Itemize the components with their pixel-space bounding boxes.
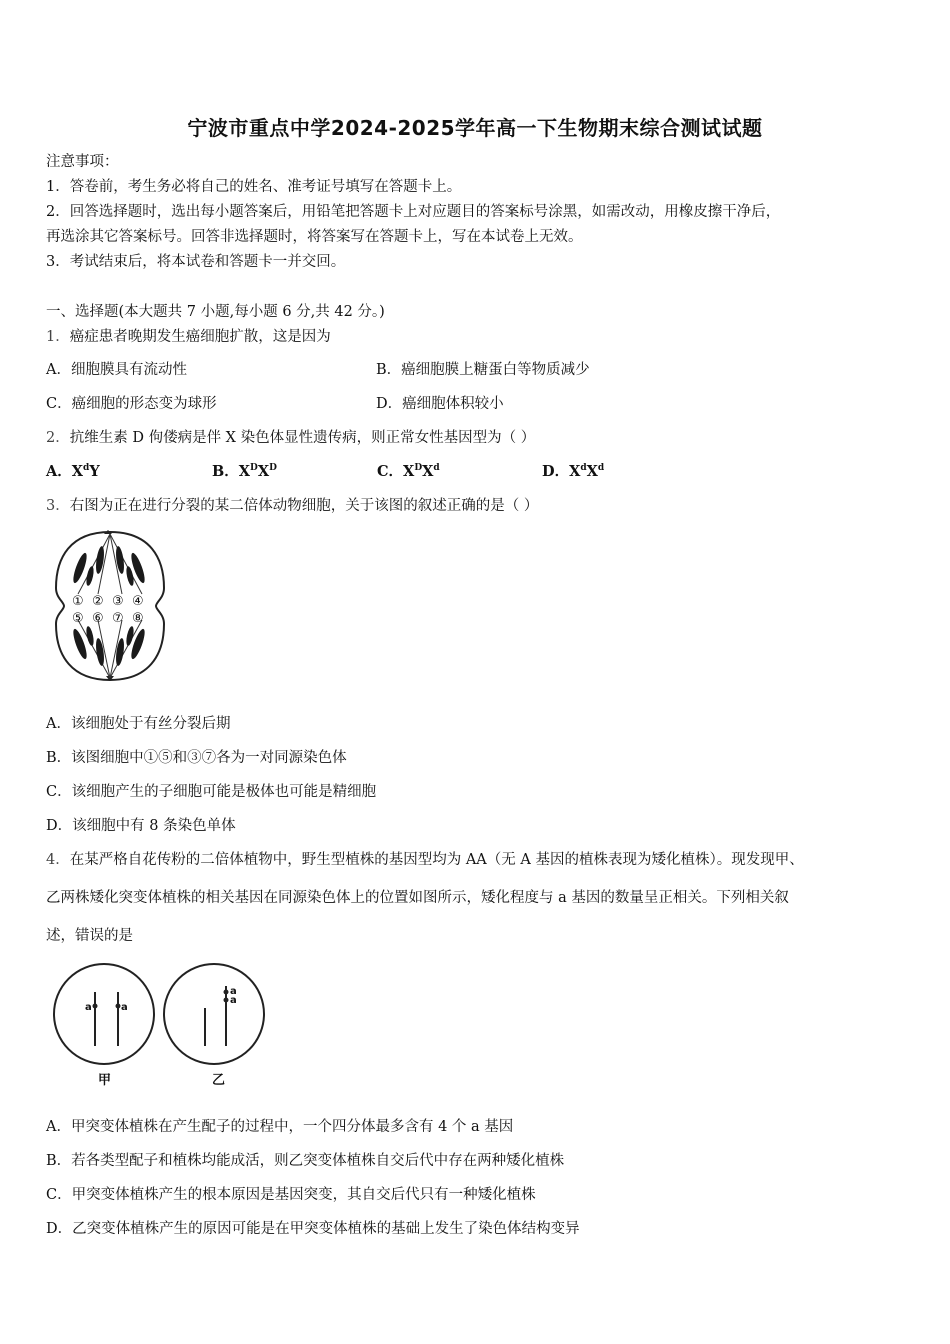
option-label: A．	[46, 463, 72, 480]
question-1-stem	[46, 327, 331, 347]
genotype-x: X	[569, 463, 581, 480]
label-3: ③	[112, 594, 124, 609]
question-text: 癌症患者晚期发生癌细胞扩散，这是因为	[69, 329, 331, 345]
question-4-stem-line-1	[46, 850, 804, 870]
cell-division-figure	[50, 528, 172, 684]
question-number: 2．	[46, 430, 70, 446]
figure-label-jia: 甲	[98, 1073, 112, 1088]
label-5: ⑤	[72, 611, 84, 626]
allele-sup: D	[414, 463, 423, 473]
question-text: 在某严格自花传粉的二倍体植物中，野生型植株的基因型均为 AA（无 A 基因的植株表现为矮化植株）。现发现甲、	[69, 852, 804, 868]
chromosome-labels	[72, 594, 144, 626]
question-3-stem	[46, 496, 538, 516]
allele-sup: D	[269, 463, 277, 473]
q4-option-c[interactable]: C．甲突变体植株产生的根本原因是基因突变，其自交后代只有一种矮化植株	[46, 1187, 536, 1203]
q4-option-d[interactable]: D．乙突变体植株产生的原因可能是在甲突变体植株的基础上发生了染色体结构变异	[46, 1221, 580, 1237]
label-7: ⑦	[112, 611, 124, 626]
notice-heading: 注意事项：	[46, 154, 119, 170]
allele-sup: D	[250, 463, 258, 473]
allele-sup: d	[597, 463, 605, 473]
q3-option-b[interactable]: B．该图细胞中①⑤和③⑦各为一对同源染色体	[46, 750, 347, 766]
notice-item-1: 1．答卷前，考生务必将自己的姓名、准考证号填写在答题卡上。	[46, 179, 462, 195]
genotype-x: X	[71, 463, 84, 480]
notice-item-2-cont: 再选涂其它答案标号。回答非选择题时，将答案写在答题卡上，写在本试卷上无效。	[46, 229, 583, 245]
q3-option-d[interactable]: D．该细胞中有 8 条染色单体	[46, 818, 236, 834]
q3-option-a[interactable]: A．该细胞处于有丝分裂后期	[46, 716, 231, 732]
figure-label-yi: 乙	[212, 1073, 226, 1088]
question-number: 4．	[46, 852, 70, 868]
mutant-chromosome-figure	[50, 962, 272, 1092]
allele-sup: d	[580, 463, 587, 473]
genotype-x: X	[403, 463, 415, 480]
q1-option-b[interactable]: B．癌细胞膜上糖蛋白等物质减少	[376, 362, 590, 378]
q3-option-c[interactable]: C．该细胞产生的子细胞可能是极体也可能是精细胞	[46, 784, 377, 800]
question-number: 3．	[46, 498, 70, 514]
q1-option-a[interactable]: A．细胞膜具有流动性	[46, 362, 187, 378]
question-4-stem-line-2: 乙两株矮化突变体植株的相关基因在同源染色体上的位置如图所示，矮化程度与 a 基因的数量呈正相关。下列相关叙	[46, 890, 789, 906]
genotype-y: Y	[89, 463, 100, 480]
question-2-stem	[46, 428, 535, 448]
notice-item-2: 2．回答选择题时，选出每小题答案后，用铅笔把答题卡上对应题目的答案标号涂黑，如需改动，用橡皮擦干净后，	[46, 204, 781, 220]
question-4-stem-line-3: 述，错误的是	[46, 928, 133, 944]
question-number: 1．	[46, 329, 70, 345]
q4-option-b[interactable]: B．若各类型配子和植株均能成活，则乙突变体植株自交后代中存在两种矮化植株	[46, 1153, 565, 1169]
question-text: 抗维生素 D 佝偻病是伴 X 染色体显性遗传病，则正常女性基因型为（ ）	[69, 430, 536, 446]
allele-a-label: a	[230, 986, 237, 997]
option-label: B．	[212, 463, 239, 480]
question-text: 右图为正在进行分裂的某二倍体动物细胞，关于该图的叙述正确的是（ ）	[69, 498, 539, 514]
label-8: ⑧	[132, 611, 144, 626]
section-heading: 一、选择题(本大题共 7 小题,每小题 6 分,共 42 分。)	[46, 304, 385, 320]
notice-item-3: 3．考试结束后，将本试卷和答题卡一并交回。	[46, 254, 346, 270]
genotype-x: X	[238, 463, 251, 480]
q2-option-b[interactable]	[212, 462, 277, 482]
q1-option-c[interactable]: C．癌细胞的形态变为球形	[46, 396, 217, 412]
q1-option-d[interactable]: D．癌细胞体积较小	[376, 396, 504, 412]
q2-option-d[interactable]	[542, 462, 604, 482]
genotype-x: X	[257, 463, 270, 480]
allele-a-label: a	[85, 1002, 92, 1013]
label-2: ②	[92, 594, 104, 609]
allele-sup: d	[83, 463, 90, 473]
allele-a-label: a	[121, 1002, 128, 1013]
q4-option-a[interactable]: A．甲突变体植株在产生配子的过程中，一个四分体最多含有 4 个 a 基因	[46, 1119, 514, 1135]
label-4: ④	[132, 594, 144, 609]
label-6: ⑥	[92, 611, 104, 626]
option-label: D．	[542, 463, 570, 480]
genotype-x: X	[586, 463, 598, 480]
q2-option-a[interactable]	[46, 462, 100, 482]
page-title: 宁波市重点中学2024-2025学年高一下生物期末综合测试试题	[187, 116, 763, 140]
genotype-x: X	[422, 463, 434, 480]
option-label: C．	[377, 463, 404, 480]
allele-sup: d	[433, 463, 440, 473]
allele-a-label: a	[230, 995, 237, 1006]
q2-option-c[interactable]	[377, 462, 440, 482]
label-1: ①	[72, 594, 84, 609]
